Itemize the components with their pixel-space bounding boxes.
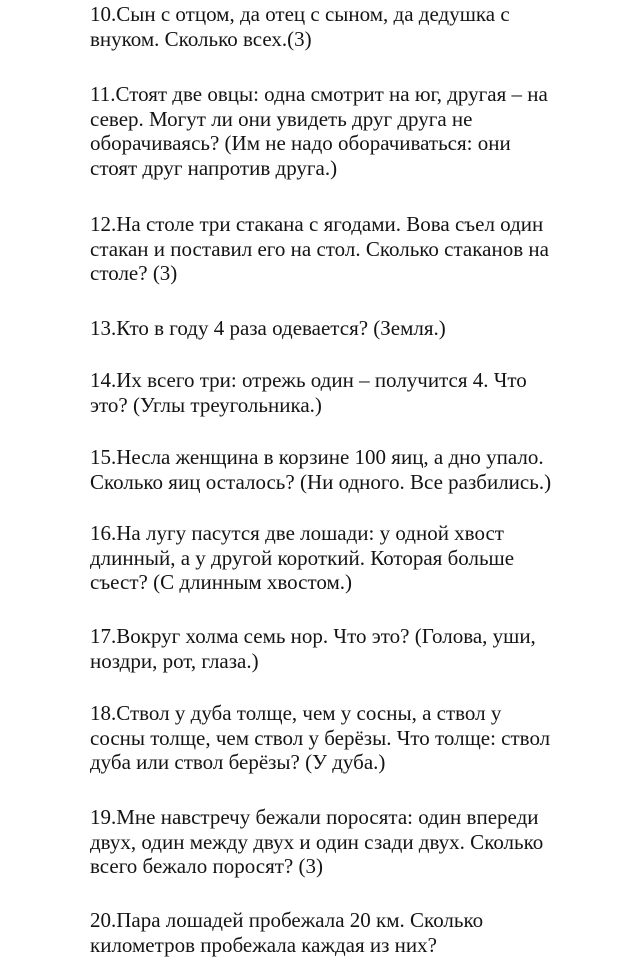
riddle-14-line-1: 14.Их всего три: отрежь один – получится 4. Что [90, 368, 527, 392]
riddle-12-line-1: 12.На столе три стакана с ягодами. Вова съел один [90, 212, 544, 236]
riddle-11-line-4: стоят друг напротив друга.) [90, 155, 338, 180]
riddle-11 [90, 82, 625, 180]
riddle-14-line-2: это? (Углы треугольника.) [90, 392, 322, 417]
riddle-15 [90, 445, 625, 494]
riddle-16-line-2: длинный, а у другой короткий. Которая больше [90, 545, 515, 570]
riddle-12-line-3: столе? (3) [90, 261, 178, 285]
riddle-17-line-1: 17.Вокруг холма семь нор. Что это? (Голова, уши, [90, 624, 536, 648]
riddle-11-line-3: оборачиваясь? (Им не надо оборачиваться: они [90, 131, 511, 155]
riddle-19-line-3: всего бежало поросят? (3) [90, 854, 323, 878]
riddle-12-line-2: стакан и поставил его на стол. Сколько стаканов на [90, 236, 549, 261]
riddle-13 [90, 316, 625, 341]
riddle-19-line-1: 19.Мне навстречу бежали поросята: один впереди [90, 805, 539, 829]
riddle-20 [90, 908, 625, 957]
riddle-13-line-1: 13.Кто в году 4 раза одевается? (Земля.) [90, 316, 446, 340]
riddle-18-line-1: 18.Ствол у дуба толще, чем у сосны, а ствол у [90, 701, 502, 725]
riddle-15-line-2: Сколько яиц осталось? (Ни одного. Все разбились.) [90, 469, 552, 494]
riddle-19 [90, 805, 625, 879]
riddle-10 [90, 2, 625, 51]
riddle-18-line-2: сосны толще, чем ствол у берёзы. Что толще: ствол [90, 725, 551, 750]
riddle-10-line-1: 10.Сын с отцом, да отец с сыном, да дедушка с [90, 2, 510, 26]
riddle-11-line-2: север. Могут ли они увидеть друг друга не [90, 106, 473, 131]
riddle-17-line-2: ноздри, рот, глаза.) [90, 648, 259, 673]
riddle-12 [90, 212, 625, 286]
riddle-20-line-1: 20.Пара лошадей пробежала 20 км. Сколько [90, 908, 484, 932]
riddle-18-line-3: дуба или ствол берёзы? (У дуба.) [90, 750, 386, 774]
riddle-16-line-1: 16.На лугу пасутся две лошади: у одной хвост [90, 521, 504, 545]
riddle-16 [90, 521, 625, 595]
riddle-10-line-2: внуком. Сколько всех.(3) [90, 26, 312, 51]
riddle-14 [90, 368, 625, 417]
riddle-15-line-1: 15.Несла женщина в корзине 100 яиц, а дно упало. [90, 445, 544, 469]
riddle-20-line-2: километров пробежала каждая из них? [90, 932, 437, 957]
riddle-17 [90, 624, 625, 673]
riddle-18 [90, 701, 625, 775]
riddle-19-line-2: двух, один между двух и один сзади двух. Сколько [90, 829, 544, 854]
riddle-11-line-1: 11.Стоят две овцы: одна смотрит на юг, другая – на [90, 82, 548, 106]
riddle-16-line-3: съест? (С длинным хвостом.) [90, 570, 353, 594]
